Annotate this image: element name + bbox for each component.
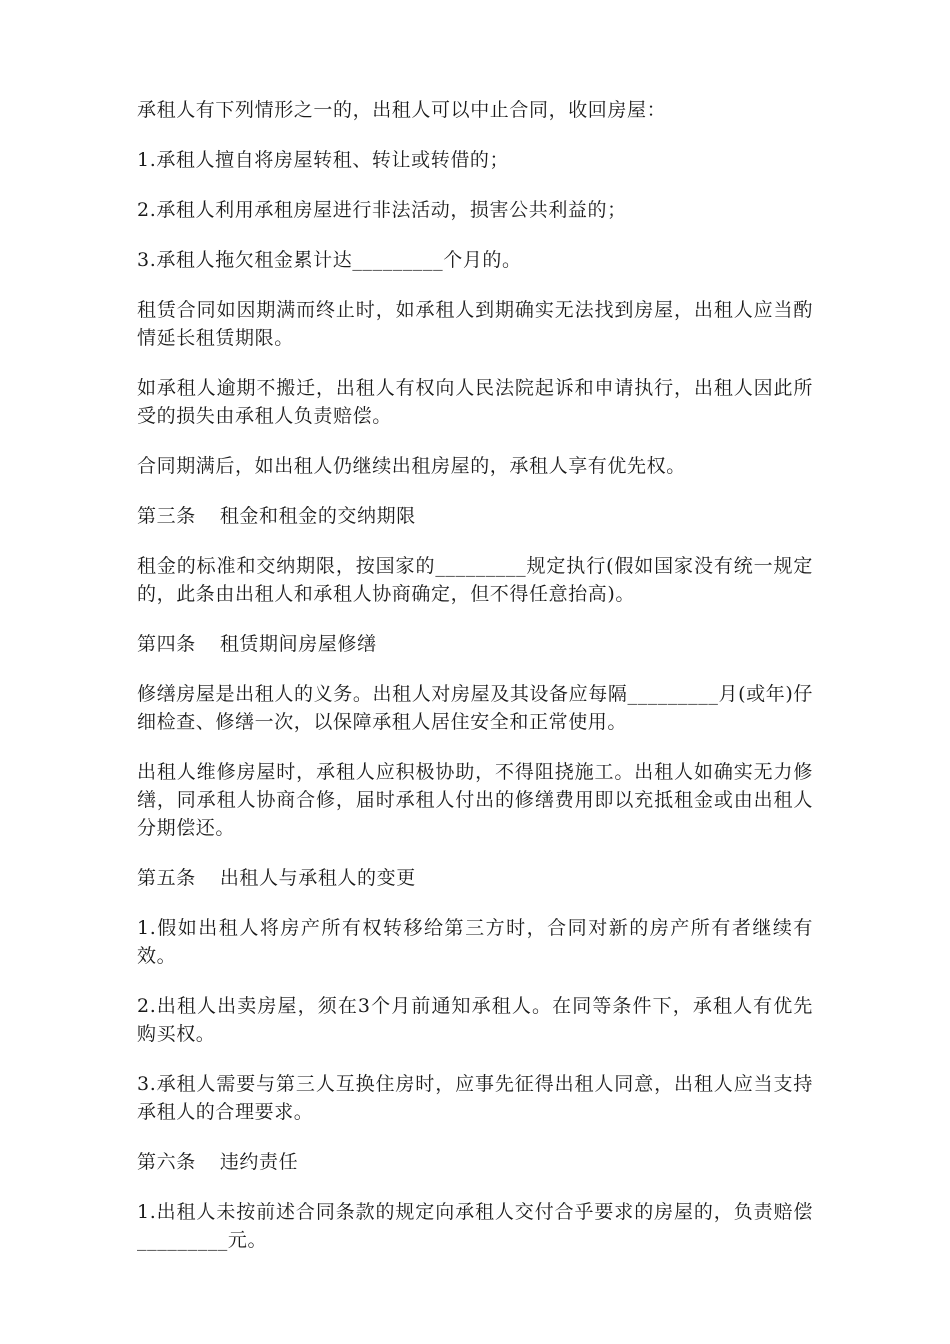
article-3-number: 第三条 [137, 505, 196, 527]
article-6-heading [137, 1148, 813, 1176]
article-5-number: 第五条 [137, 867, 196, 889]
document-page [137, 96, 813, 1276]
article-5-item-3: 3.承租人需要与第三人互换住房时，应事先征得出租人同意，出租人应当支持承租人的合理要求。 [137, 1073, 813, 1123]
article-5-heading [137, 864, 813, 892]
article-6-title: 违约责任 [219, 1151, 299, 1173]
article-5-item-1: 1.假如出租人将房产所有权转移给第三方时，合同对新的房产所有者继续有效。 [137, 917, 813, 967]
paragraph-termination-intro: 承租人有下列情形之一的，出租人可以中止合同，收回房屋： [137, 99, 667, 121]
paragraph-priority-right: 合同期满后，如出租人仍继续出租房屋的，承租人享有优先权。 [137, 455, 686, 477]
article-3-title: 租金和租金的交纳期限 [219, 505, 416, 527]
article-4-body-1: 修缮房屋是出租人的义务。出租人对房屋及其设备应每隔_________月(或年)仔细检查、修缮一次，以保障承租人居住安全和正常使用。 [137, 683, 813, 733]
article-3-body: 租金的标准和交纳期限，按国家的_________规定执行(假如国家没有统一规定的，此条由出租人和承租人协商确定，但不得任意抬高)。 [137, 555, 813, 605]
article-4-heading [137, 630, 813, 658]
paragraph-termination-item-3: 3.承租人拖欠租金累计达_________个月的。 [137, 249, 522, 271]
article-6-number: 第六条 [137, 1151, 196, 1173]
paragraph-lease-expiry: 租赁合同如因期满而终止时，如承租人到期确实无法找到房屋，出租人应当酌情延长租赁期限。 [137, 299, 813, 349]
article-3-heading [137, 502, 813, 530]
article-4-title: 租赁期间房屋修缮 [219, 633, 377, 655]
article-4-body-2: 出租人维修房屋时，承租人应积极协助，不得阻挠施工。出租人如确实无力修缮，同承租人协商合修，届时承租人付出的修缮费用即以充抵租金或由出租人分期偿还。 [137, 761, 813, 839]
paragraph-termination-item-1: 1.承租人擅自将房屋转租、转让或转借的； [137, 149, 510, 171]
article-5-item-2: 2.出租人出卖房屋，须在3个月前通知承租人。在同等条件下，承租人有优先购买权。 [137, 995, 813, 1045]
paragraph-termination-item-2: 2.承租人利用承租房屋进行非法活动，损害公共利益的； [137, 199, 627, 221]
article-6-item-1: 1.出租人未按前述合同条款的规定向承租人交付合乎要求的房屋的，负责赔偿_________元。 [137, 1201, 813, 1251]
paragraph-overdue-move: 如承租人逾期不搬迁，出租人有权向人民法院起诉和申请执行，出租人因此所受的损失由承租人负责赔偿。 [137, 377, 813, 427]
article-4-number: 第四条 [137, 633, 196, 655]
article-5-title: 出租人与承租人的变更 [219, 867, 416, 889]
